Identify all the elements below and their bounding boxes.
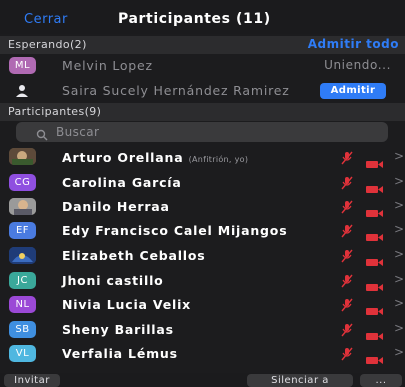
video-off-icon[interactable] [366, 350, 384, 369]
participant-row[interactable] [0, 244, 405, 268]
participant-row[interactable] [0, 318, 405, 342]
search-placeholder: Buscar [56, 125, 100, 139]
avatar-photo [9, 148, 36, 165]
avatar: CG [9, 174, 36, 191]
chevron-right-icon[interactable]: > [394, 198, 405, 212]
waiting-status: Uniendo... [324, 58, 391, 72]
chevron-right-icon[interactable]: > [394, 321, 405, 335]
chevron-right-icon[interactable]: > [394, 272, 405, 286]
participant-row[interactable] [0, 269, 405, 293]
participant-row[interactable] [0, 293, 405, 317]
avatar-photo [9, 247, 36, 264]
participant-row[interactable] [0, 171, 405, 195]
avatar: SB [9, 321, 36, 338]
host-tag: (Anfitrión, yo) [188, 155, 249, 164]
invite-button[interactable]: Invitar [4, 374, 60, 387]
avatar: ML [9, 57, 36, 74]
muted-mic-icon[interactable] [341, 248, 353, 267]
waiting-row-saira [0, 80, 405, 102]
avatar: VL [9, 345, 36, 362]
participant-name: Sheny Barillas [62, 322, 174, 337]
avatar-photo [9, 198, 36, 215]
admit-all-button[interactable]: Admitir todo [307, 37, 399, 51]
search-icon [36, 126, 48, 145]
mute-all-button[interactable]: Silenciar a [247, 374, 353, 387]
waiting-section-label: Esperando(2) [8, 38, 87, 51]
chevron-right-icon[interactable]: > [394, 247, 405, 261]
participant-name: Nivia Lucia Velix [62, 297, 192, 312]
search-input[interactable] [16, 122, 388, 142]
participant-name: Arturo Orellana (Anfitrión, yo) [62, 150, 249, 165]
page-title: Participantes (11) [118, 11, 271, 27]
waiting-participant-name: Saira Sucely Hernández Ramirez [62, 83, 290, 98]
participant-name: Edy Francisco Calel Mijangos [62, 223, 288, 238]
muted-mic-icon[interactable] [341, 346, 353, 365]
chevron-right-icon[interactable]: > [394, 222, 405, 236]
waiting-section-header [0, 36, 405, 54]
waiting-participant-name: Melvin Lopez [62, 58, 153, 73]
muted-mic-icon[interactable] [341, 297, 353, 316]
participant-row[interactable] [0, 195, 405, 219]
muted-mic-icon[interactable] [341, 199, 353, 218]
participant-name: Jhoni castillo [62, 273, 164, 288]
muted-mic-icon[interactable] [341, 322, 353, 341]
participant-name: Verfalia Lémus [62, 346, 178, 361]
muted-mic-icon[interactable] [341, 223, 353, 242]
participant-row[interactable] [0, 146, 405, 170]
avatar: EF [9, 222, 36, 239]
participants-header [0, 0, 405, 34]
chevron-right-icon[interactable]: > [394, 149, 405, 163]
participants-section-label: Participantes(9) [8, 105, 102, 118]
chevron-right-icon[interactable]: > [394, 174, 405, 188]
avatar: NL [9, 296, 36, 313]
participant-row[interactable] [0, 342, 405, 366]
avatar: JC [9, 272, 36, 289]
admit-button[interactable]: Admitir [320, 83, 386, 99]
chevron-right-icon[interactable]: > [394, 296, 405, 310]
participants-section-header [0, 103, 405, 121]
muted-mic-icon[interactable] [341, 150, 353, 169]
waiting-row-melvin [0, 55, 405, 77]
participant-row[interactable] [0, 219, 405, 243]
more-button[interactable]: ... [360, 374, 402, 387]
participant-name: Carolina García [62, 175, 182, 190]
user-icon [14, 83, 30, 102]
chevron-right-icon[interactable]: > [394, 345, 405, 359]
participant-name: Danilo Herraa [62, 199, 170, 214]
participant-name: Elizabeth Ceballos [62, 248, 206, 263]
muted-mic-icon[interactable] [341, 273, 353, 292]
muted-mic-icon[interactable] [341, 175, 353, 194]
close-button[interactable]: Cerrar [24, 12, 68, 27]
